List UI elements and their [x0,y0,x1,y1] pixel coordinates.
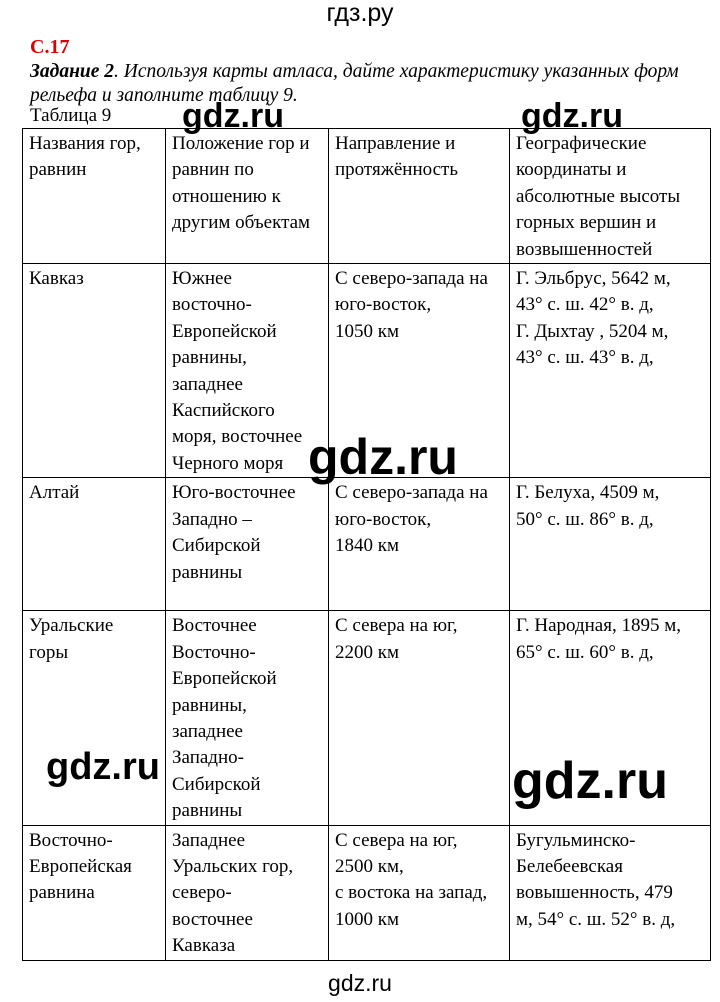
table-cell: Западнее Уральских гор, северо- восточнее Кавказа [166,825,329,960]
site-header: гдз.ру [326,0,394,27]
header-cell: Положение гор и равнин по отношению к другим объектам [166,129,329,264]
table-cell: С севера на юг, 2200 км [329,611,510,825]
table-cell: Восточнее Восточно- Европейской равнины, западнее Западно- Сибирской равнины [166,611,329,825]
watermark: gdz.ru [46,746,160,788]
table-cell: Уральские горы [23,611,166,825]
watermark: gdz.ru [512,752,668,810]
page-number: С.17 [30,36,70,58]
table-cell: Бугульминско- Белебеевская вовышенность, 479 м, 54° с. ш. 52° в. д, [510,825,711,960]
table-row [23,611,711,825]
table-cell: Г. Белуха, 4509 м, 50° с. ш. 86° в. д, [510,478,711,611]
table-cell: С севера на юг, 2500 км, с востока на запад, 1000 км [329,825,510,960]
table-cell: Кавказ [23,264,166,478]
table-row [23,478,711,611]
watermark: gdz.ru [521,97,623,135]
task-text: . Используя карты атласа, дайте характеристику указанных форм рельефа и заполните таблицу 9. [30,61,679,106]
table-header-row [23,129,711,264]
watermark: gdz.ru [308,429,458,485]
watermark: gdz.ru [182,97,284,135]
table-cell: Восточно- Европейская равнина [23,825,166,960]
table-cell: Алтай [23,478,166,611]
site-footer: gdz.ru [328,970,392,996]
task-statement [30,60,690,108]
table-caption: Таблица 9 [30,105,112,126]
table-cell: Г. Эльбрус, 5642 м, 43° с. ш. 42° в. д, Г. Дыхтау , 5204 м, 43° с. ш. 43° в. д, [510,264,711,478]
table-row [23,825,711,960]
table-cell: Юго-восточнее Западно – Сибирской равнины [166,478,329,611]
table-cell: С северо-запада на юго-восток, 1050 км [329,264,510,478]
task-label: Задание 2 [30,61,115,82]
table-cell: Г. Народная, 1895 м, 65° с. ш. 60° в. д, [510,611,711,825]
table-cell: Южнее восточно- Европейской равнины, западнее Каспийского моря, восточнее Черного моря [166,264,329,478]
table-row [23,264,711,478]
header-cell: Названия гор, равнин [23,129,166,264]
table-cell: С северо-запада на юго-восток, 1840 км [329,478,510,611]
relief-table [22,128,711,961]
header-cell: Направление и протяжённость [329,129,510,264]
header-cell: Географические координаты и абсолютные высоты горных вершин и возвышенностей [510,129,711,264]
